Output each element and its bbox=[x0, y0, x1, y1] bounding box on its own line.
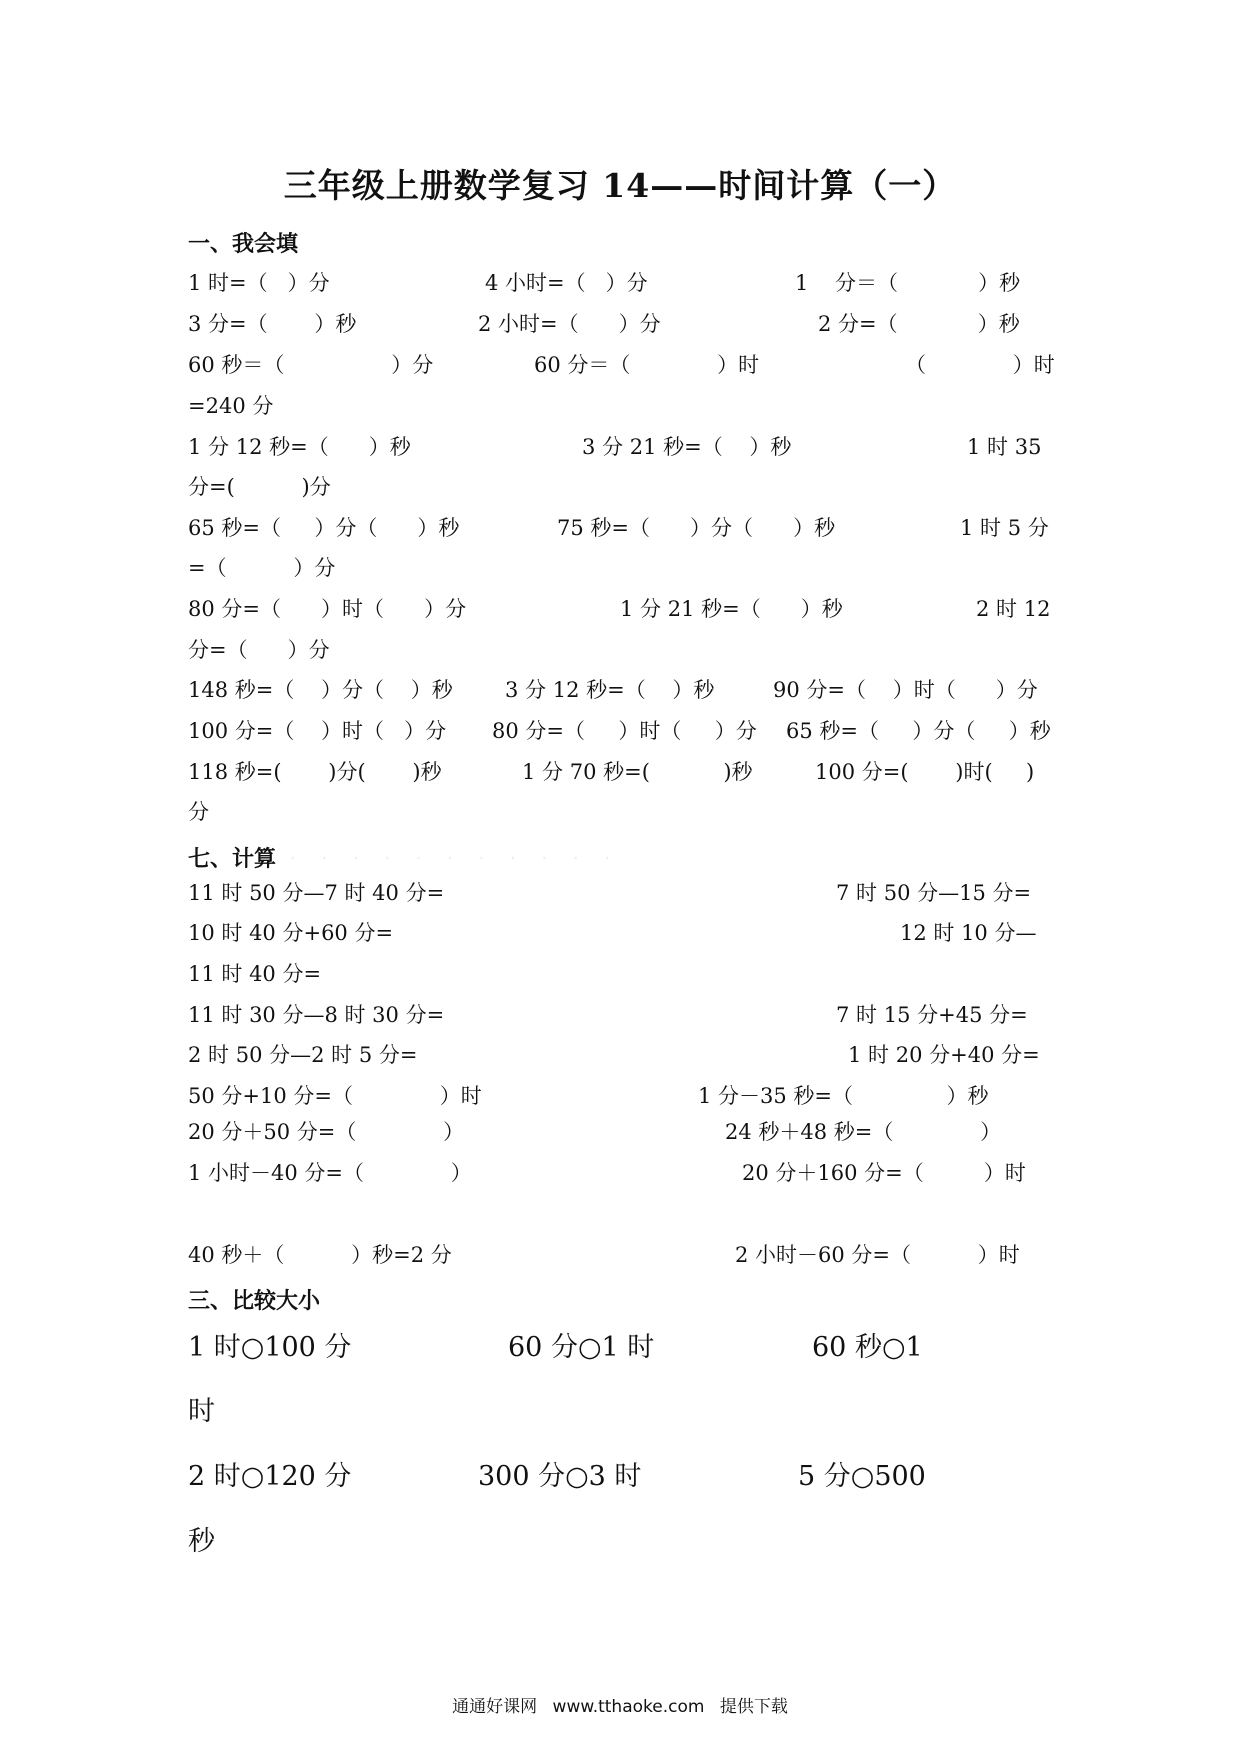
calc-item: 1 分－35 秒=（ ）秒 bbox=[698, 1084, 989, 1108]
calc-item: 20 分＋50 分=（ ） bbox=[188, 1120, 465, 1144]
fill-item: 80 分=（ ）时（ ）分 bbox=[188, 597, 467, 621]
fill-item-continued: 分=( )分 bbox=[188, 475, 331, 499]
fill-item: 1 时 5 分 bbox=[960, 516, 1049, 540]
fill-item: 148 秒=（ ）分（ ）秒 bbox=[188, 678, 453, 702]
fill-item: 65 秒=（ ）分（ ）秒 bbox=[188, 516, 460, 540]
compare-item: 60 分○1 时 bbox=[508, 1332, 655, 1363]
footer-url-link[interactable]: www.tthaoke.com bbox=[552, 1697, 705, 1717]
fill-item: 60 秒＝（ ）分 bbox=[188, 353, 434, 377]
calc-item: 2 小时－60 分=（ ）时 bbox=[735, 1243, 1020, 1267]
fill-item: 2 小时=（ ）分 bbox=[478, 312, 661, 336]
calc-item: 10 时 40 分+60 分= bbox=[188, 921, 394, 945]
calc-item-continued: 11 时 40 分= bbox=[188, 962, 322, 986]
fill-item: 75 秒=（ ）分（ ）秒 bbox=[557, 516, 836, 540]
calc-item: 40 秒＋（ ）秒=2 分 bbox=[188, 1243, 452, 1267]
fill-item: 2 时 12 bbox=[976, 597, 1051, 621]
fill-item: 1 分 70 秒=( )秒 bbox=[522, 760, 753, 784]
compare-item-continued: 时 bbox=[188, 1396, 215, 1427]
section-heading-fill: 一、我会填 bbox=[188, 232, 299, 257]
fill-item: 60 分＝（ ）时 bbox=[534, 353, 760, 377]
compare-item: 1 时○100 分 bbox=[188, 1332, 352, 1363]
calc-item: 2 时 50 分—2 时 5 分= bbox=[188, 1043, 418, 1067]
fill-item: （ ）时 bbox=[905, 353, 1055, 377]
fill-item: 1 时 35 bbox=[967, 435, 1042, 459]
fill-item: 100 分=（ ）时（ ）分 bbox=[188, 719, 447, 743]
calc-item: 11 时 30 分—8 时 30 分= bbox=[188, 1003, 445, 1027]
section-heading-compare: 三、比较大小 bbox=[188, 1289, 321, 1314]
fill-item: 100 分=( )时( ) bbox=[815, 760, 1035, 784]
calc-item: 20 分＋160 分=（ ）时 bbox=[742, 1161, 1026, 1185]
fill-item: 90 分=（ ）时（ ）分 bbox=[773, 678, 1038, 702]
calc-item: 24 秒＋48 秒=（ ） bbox=[725, 1120, 1002, 1144]
fill-item: 3 分 12 秒=（ ）秒 bbox=[505, 678, 715, 702]
fill-item: 3 分=（ ）秒 bbox=[188, 312, 357, 336]
compare-item-continued: 秒 bbox=[188, 1526, 215, 1557]
compare-item: 5 分○500 bbox=[798, 1461, 926, 1492]
calc-item: 1 时 20 分+40 分= bbox=[848, 1043, 1040, 1067]
compare-item: 300 分○3 时 bbox=[478, 1461, 642, 1492]
calc-item: 1 小时－40 分=（ ） bbox=[188, 1161, 472, 1185]
calc-item: 7 时 50 分—15 分= bbox=[836, 881, 1032, 905]
faint-watermark-strip: · · · · · · · · · · · bbox=[290, 848, 621, 869]
fill-item: 3 分 21 秒=（ ）秒 bbox=[582, 435, 792, 459]
fill-item: 65 秒=（ ）分（ ）秒 bbox=[786, 719, 1051, 743]
fill-item: 1 分 12 秒=（ ）秒 bbox=[188, 435, 411, 459]
fill-item: 2 分=（ ）秒 bbox=[818, 312, 1020, 336]
compare-item: 60 秒○1 bbox=[812, 1332, 923, 1363]
compare-item: 2 时○120 分 bbox=[188, 1461, 352, 1492]
footer-site-name: 通通好课网 bbox=[452, 1697, 538, 1717]
calc-item: 50 分+10 分=（ ）时 bbox=[188, 1084, 482, 1108]
footer-action: 提供下载 bbox=[719, 1697, 788, 1717]
calc-item: 7 时 15 分+45 分= bbox=[836, 1003, 1028, 1027]
page-title: 三年级上册数学复习 14——时间计算（一） bbox=[283, 166, 957, 205]
fill-item: 80 分=（ ）时（ ）分 bbox=[492, 719, 757, 743]
fill-item: 118 秒=( )分( )秒 bbox=[188, 760, 442, 784]
footer bbox=[0, 1692, 1240, 1717]
fill-item-continued: =（ ）分 bbox=[188, 556, 336, 580]
fill-item-continued: 分=（ ）分 bbox=[188, 638, 330, 662]
fill-item: 4 小时=（ ）分 bbox=[485, 271, 648, 295]
fill-item: 1 分＝（ ）秒 bbox=[795, 271, 1021, 295]
section-heading-calc: 七、计算 bbox=[188, 847, 277, 872]
fill-item: 1 分 21 秒=（ ）秒 bbox=[620, 597, 843, 621]
fill-item-continued: =240 分 bbox=[188, 394, 274, 418]
fill-item: 1 时=（ ）分 bbox=[188, 271, 330, 295]
fill-item-continued: 分 bbox=[188, 800, 209, 824]
calc-item: 12 时 10 分— bbox=[900, 921, 1037, 945]
calc-item: 11 时 50 分—7 时 40 分= bbox=[188, 881, 445, 905]
